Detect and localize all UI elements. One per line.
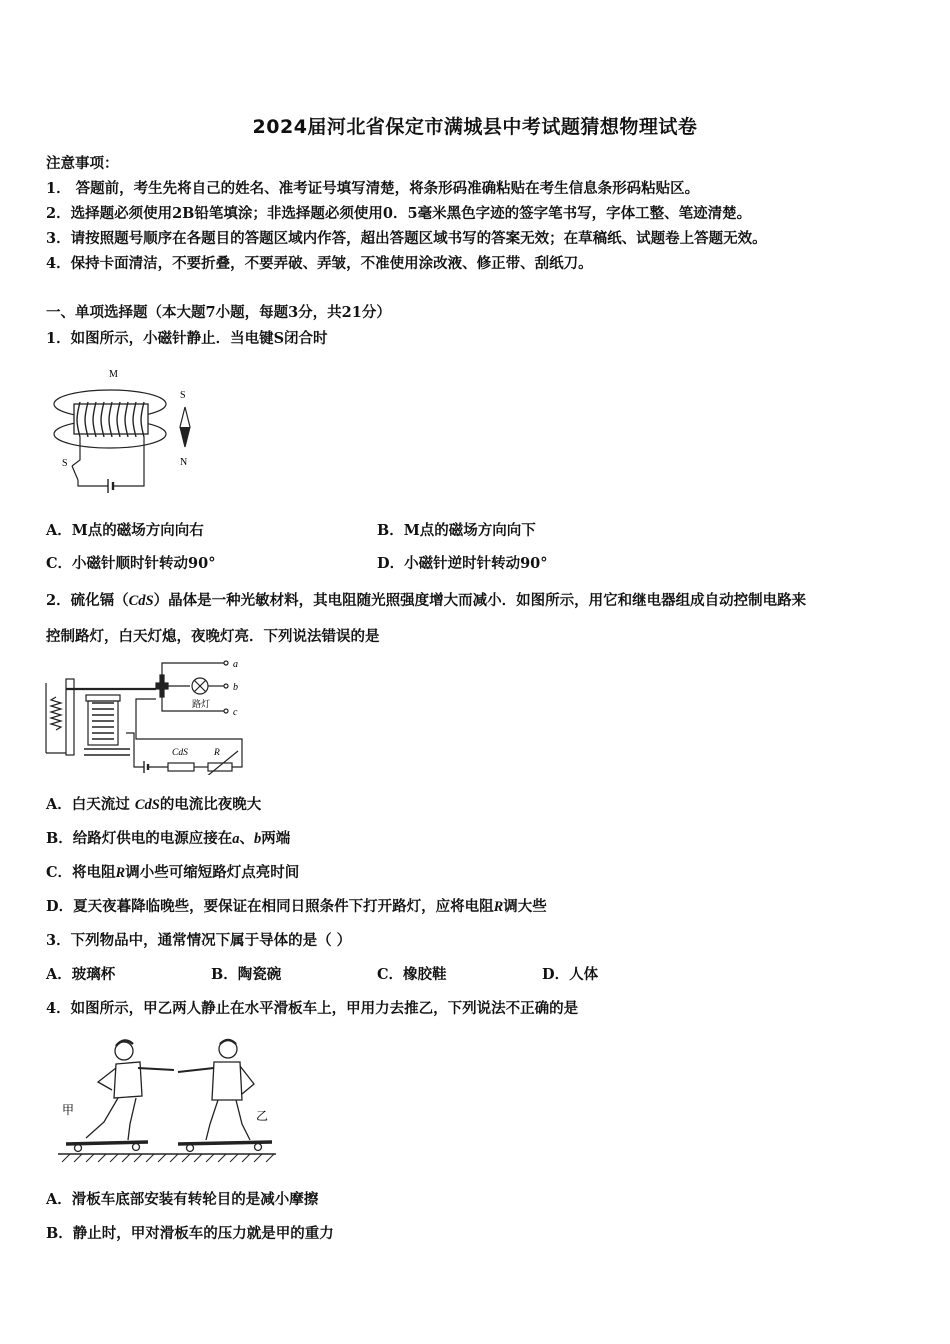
wire [72,437,80,466]
q3-option-b: B．陶瓷碗 [211,966,282,983]
person-jia-leg [86,1098,118,1138]
wheel [133,1144,140,1151]
stem-text: 2．硫化镉（ [46,592,129,609]
terminal-b-label: b [233,682,238,693]
stem-cds: CdS [128,593,154,609]
person-yi-body [212,1062,242,1100]
wheel [255,1144,262,1151]
terminal-c [224,709,228,713]
wire [113,437,144,486]
magnet-top [86,695,120,701]
person-jia-body [114,1062,142,1098]
terminal-b [224,684,228,688]
electromagnet-coil [92,703,114,739]
switch-lever [72,466,78,480]
needle-n-label: N [180,457,188,468]
q2-option-c [46,861,299,882]
terminal-c-label: c [233,707,238,718]
control-wire [126,733,144,767]
person-yi-arm [178,1068,214,1072]
notice-item: 4．保持卡面清洁，不要折叠，不要弄破、弄皱，不准使用涂改液、修正带、刮纸刀。 [46,255,593,272]
q2-option-a [46,793,261,814]
q1-option-a: A．M点的磁场方向向右 [46,522,204,539]
opt-text: 、 [239,830,255,847]
question-2-stem [46,589,806,610]
notice-item: 2．选择题必须使用2B铅笔填涂；非选择题必须使用0．5毫米黑色字迹的签字笔书写，字体工整、笔迹清楚。 [46,205,752,222]
opt-text: A．白天流过 [46,796,135,813]
question-3-stem: 3．下列物品中，通常情况下属于导体的是（ ） [46,932,352,949]
person-yi-leg [236,1100,250,1140]
lamp-label: 路灯 [192,700,211,710]
person-yi-label: 乙 [256,1109,269,1123]
skateboard-figure [58,1034,278,1164]
opt-r: R [115,865,126,881]
relay-circuit-figure [44,655,254,775]
opt-a: a [232,831,240,847]
person-jia-arm [98,1068,116,1090]
cds-label: CdS [172,748,188,758]
q3-option-d: D．人体 [542,966,599,983]
q4-option-a: A．滑板车底部安装有转轮目的是减小摩擦 [46,1191,319,1208]
wire [78,480,108,486]
person-jia-arm [138,1068,174,1070]
q4-option-b: B．静止时，甲对滑板车的压力就是甲的重力 [46,1225,334,1242]
terminal-a-label: a [233,659,238,670]
opt-text: D．夏天夜暮降临晚些，要保证在相同日照条件下打开路灯，应将电阻 [46,898,494,915]
notice-item: 3．请按照题号顺序在各题目的答题区域内作答，超出答题区域书写的答案无效；在草稿纸、试题卷上答题无效。 [46,230,767,247]
page-title: 2024届河北省保定市满城县中考试题猜想物理试卷 [252,116,698,138]
q2-option-b [46,827,290,848]
q1-option-b: B．M点的磁场方向向下 [377,522,536,539]
notice-item: 1． 答题前，考生先将自己的姓名、准考证号填写清楚，将条形码准确粘贴在考生信息条形码粘贴区。 [46,180,700,197]
variable-resistor [208,763,232,771]
ground-hatching [62,1154,274,1162]
person-jia-leg [128,1098,136,1140]
terminal-a [224,661,228,665]
spring [51,697,61,730]
opt-b: b [254,831,262,847]
q3-option-a: A．玻璃杯 [46,966,116,983]
person-jia-label: 甲 [62,1103,75,1117]
opt-text: 的电流比夜晚大 [159,796,262,813]
wheel [187,1145,194,1152]
section-heading: 一、单项选择题（本大题7小题，每题3分，共21分） [46,304,391,321]
question-4-stem: 4．如图所示，甲乙两人静止在水平滑板车上，甲用力去推乙，下列说法不正确的是 [46,1000,579,1017]
q3-option-c: C．橡胶鞋 [377,966,447,983]
question-2-stem-line2: 控制路灯，白天灯熄，夜晚灯亮．下列说法错误的是 [46,628,380,645]
opt-r: R [493,899,504,915]
opt-text: C．将电阻 [46,864,116,881]
stem-text: ）晶体是一种光敏材料，其电阻随光照强度增大而减小．如图所示，用它和继电器组成自动控制电路来 [153,592,807,609]
terminal-wire [162,663,224,675]
notice-heading: 注意事项： [46,155,119,172]
opt-text: 调小些可缩短路灯点亮时间 [125,864,300,881]
q1-option-d: D．小磁针逆时针转动90° [377,555,548,572]
opt-cds: CdS [134,797,160,813]
opt-text: 两端 [261,830,291,847]
q1-option-c: C．小磁针顺时针转动90° [46,555,216,572]
opt-text: 调大些 [503,898,547,915]
person-yi-leg [206,1100,218,1140]
r-label: R [214,748,220,758]
cds-resistor [168,763,194,771]
contact-post [160,675,164,697]
point-m-label: M [109,369,118,380]
q2-option-d [46,895,547,916]
person-yi-hair [220,1040,236,1044]
armature-post [66,679,74,755]
needle-s-label: S [180,390,186,401]
wheel [75,1145,82,1152]
solenoid-compass-figure [46,362,216,497]
compass-needle-north [180,427,190,447]
opt-text: B．给路灯供电的电源应接在 [46,830,233,847]
question-1-stem: 1．如图所示，小磁针静止．当电键S闭合时 [46,330,328,347]
switch-label: S [62,458,68,469]
